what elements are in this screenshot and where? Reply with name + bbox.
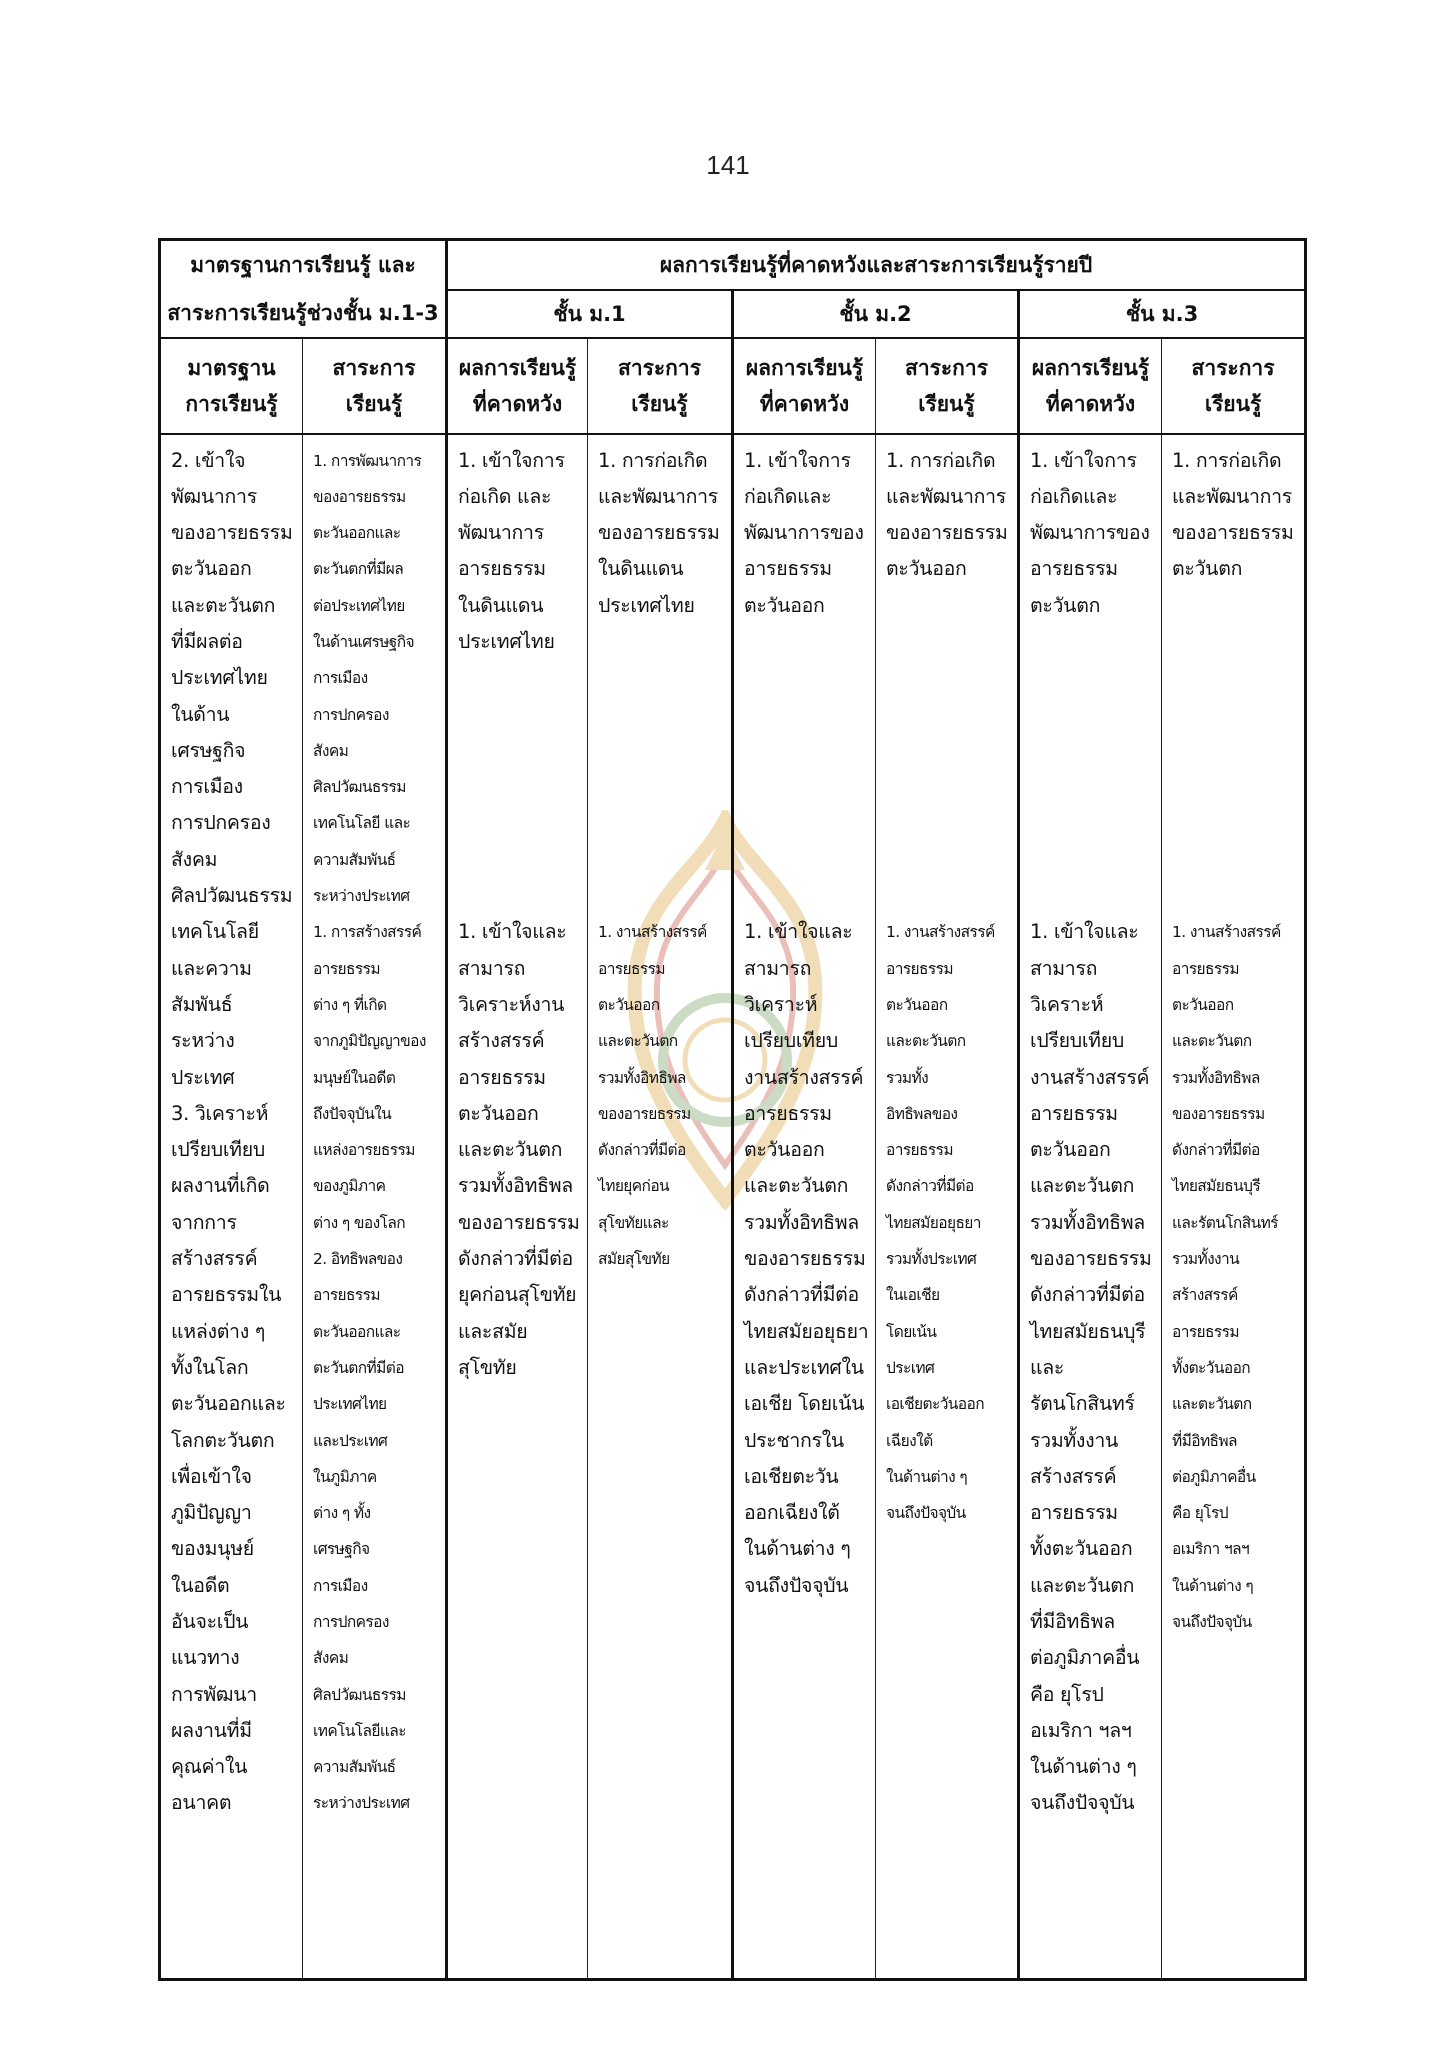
m3-expected-text-b: 1. เข้าใจและ สามารถ วิเคราะห์ เปรียบเทียบ งานสร้างสรรค์ อารยธรรม ตะวันออก และตะวันตก รวมทั้งอิทธิพล ของอารยธรรม ดังกล่าวที่มีต่อ ไทยสมัยธนบุรี และรัตนโกสินทร์ รวมทั้งงาน สร้างสรรค์ อารยธรรม ทั้งตะวันออก และตะวันตก ที่มีอิทธิพล ต่อภูมิภาคอื่น คือ ยุโรป อเมริกา ฯลฯ ในด้านต่าง ๆ จนถึงปัจจุบัน (1030, 920, 1152, 1815)
col-standard-header: มาตรฐาน การเรียนรู้ (160, 338, 303, 434)
m1-content-text-a: 1. การก่อเกิด และพัฒนาการ ของอารยธรรม ในดินแดน ประเทศไทย (598, 448, 720, 617)
standards-title-line1: มาตรฐานการเรียนรู้ และ (160, 240, 447, 290)
page-number: 141 (706, 150, 750, 180)
m1-expected-cell-b (447, 914, 588, 1980)
grade-m3-header: ชั้น ม.3 (1019, 290, 1306, 338)
m3-expected-header: ผลการเรียนรู้ ที่คาดหวัง (1019, 338, 1162, 434)
content-text-a: 1. การพัฒนาการ ของอารยธรรม ตะวันออกและ ตะวันตกที่มีผล ต่อประเทศไทย ในด้านเศรษฐกิจ การเมือง การปกครอง สังคม ศิลปวัฒนธรรม เทคโนโลยี และ ความสัมพันธ์ ระหว่างประเทศ (313, 451, 422, 906)
standards-title-line2: สาระการเรียนรู้ช่วงชั้น ม.1-3 (160, 290, 447, 338)
m2-expected-cell-b (733, 914, 876, 1980)
m3-expected-text-a: 1. เข้าใจการ ก่อเกิดและ พัฒนาการของ อารยธรรม ตะวันตก (1030, 448, 1150, 617)
m2-expected-header: ผลการเรียนรู้ ที่คาดหวัง (733, 338, 876, 434)
content-cell-b (303, 914, 447, 1980)
curriculum-table (158, 238, 1307, 1981)
grade-m1-header: ชั้น ม.1 (447, 290, 733, 338)
content-text-b: 1. การสร้างสรรค์ อารยธรรม ต่าง ๆ ที่เกิด จากภูมิปัญญาของ มนุษย์ในอดีต ถึงปัจจุบันใน แหล่งอารยธรรม ของภูมิภาค ต่าง ๆ ของโลก 2. อิทธิพลของ อารยธรรม ตะวันออกและ ตะวันตกที่มีต่อ ประเทศไทย และประเทศ ในภูมิภาค ต่าง ๆ ทั้ง เศรษฐกิจ การเมือง การปกครอง สังคม ศิลปวัฒนธรรม เทคโนโลยีและ ความสัมพันธ์ ระหว่างประเทศ (313, 923, 426, 1813)
m1-expected-text-a: 1. เข้าใจการ ก่อเกิด และ พัฒนาการ อารยธรรม ในดินแดน ประเทศไทย (458, 448, 565, 653)
m2-content-cell-a (876, 434, 1019, 915)
m1-expected-cell-a (447, 434, 588, 915)
m3-content-cell-a (1162, 434, 1306, 915)
m2-content-cell-b (876, 914, 1019, 1980)
m2-expected-text-a: 1. เข้าใจการ ก่อเกิดและ พัฒนาการของ อารยธรรม ตะวันออก (744, 448, 864, 617)
m1-content-cell-a (588, 434, 733, 915)
col-content-header: สาระการ เรียนรู้ (303, 338, 447, 434)
m3-content-text-a: 1. การก่อเกิด และพัฒนาการ ของอารยธรรม ตะวันตก (1172, 448, 1294, 581)
m1-content-cell-b (588, 914, 733, 1980)
m3-content-header: สาระการ เรียนรู้ (1162, 338, 1306, 434)
results-title: ผลการเรียนรู้ที่คาดหวังและสาระการเรียนรู้รายปี (447, 240, 1306, 290)
m1-expected-text-b: 1. เข้าใจและ สามารถ วิเคราะห์งาน สร้างสรรค์ อารยธรรม ตะวันออก และตะวันตก รวมทั้งอิทธิพล ของอารยธรรม ดังกล่าวที่มีต่อ ยุคก่อนสุโขทัย และสมัยสุโขทัย (458, 920, 580, 1379)
m2-content-header: สาระการ เรียนรู้ (876, 338, 1019, 434)
content-cell-a (303, 434, 447, 915)
m2-expected-text-b: 1. เข้าใจและ สามารถ วิเคราะห์ เปรียบเทียบ งานสร้างสรรค์ อารยธรรม ตะวันออก และตะวันตก รวมทั้งอิทธิพล ของอารยธรรม ดังกล่าวที่มีต่อ ไทยสมัยอยุธยา และประเทศใน เอเชีย โดยเน้น ประชากรใน เอเชียตะวัน ออกเฉียงใต้ ในด้านต่าง ๆ จนถึงปัจจุบัน (744, 920, 869, 1597)
m1-content-text-b: 1. งานสร้างสรรค์ อารยธรรม ตะวันออก และตะวันตก รวมทั้งอิทธิพล ของอารยธรรม ดังกล่าวที่มีต่อ ไทยยุคก่อน สุโขทัยและ สมัยสุโขทัย (598, 923, 707, 1269)
m1-content-header: สาระการ เรียนรู้ (588, 338, 733, 434)
m2-content-text-b: 1. งานสร้างสรรค์ อารยธรรม ตะวันออก และตะวันตก รวมทั้ง อิทธิพลของ อารยธรรม ดังกล่าวที่มีต่อ ไทยสมัยอยุธยา รวมทั้งประเทศ ในเอเชีย โดยเน้น ประเทศ เอเชียตะวันออก เฉียงใต้ ในด้านต่าง ๆ จนถึงปัจจุบัน (886, 923, 995, 1523)
m1-expected-header: ผลการเรียนรู้ ที่คาดหวัง (447, 338, 588, 434)
m2-expected-cell-a (733, 434, 876, 915)
standard-text: 2. เข้าใจ พัฒนาการ ของอารยธรรม ตะวันออก และตะวันตก ที่มีผลต่อ ประเทศไทย ในด้าน เศรษฐกิจ การเมือง การปกครอง สังคม ศิลปวัฒนธรรม เทคโนโลยี และความ สัมพันธ์ ระหว่าง ประเทศ 3. วิเคราะห์ เปรียบเทียบ ผลงานที่เกิด จากการ สร้างสรรค์ อารยธรรมใน แหล่งต่าง ๆ ทั้งในโลก ตะวันออกและ โลกตะวันตก เพื่อเข้าใจ ภูมิปัญญา ของมนุษย์ ในอดีต อันจะเป็น แนวทาง การพัฒนา ผลงานที่มี คุณค่าใน อนาคต (171, 448, 293, 1815)
m3-content-text-b: 1. งานสร้างสรรค์ อารยธรรม ตะวันออก และตะวันตก รวมทั้งอิทธิพล ของอารยธรรม ดังกล่าวที่มีต่อ ไทยสมัยธนบุรี และรัตนโกสินทร์ รวมทั้งงาน สร้างสรรค์ อารยธรรม ทั้งตะวันออก และตะวันตก ที่มีอิทธิพล ต่อภูมิภาคอื่น คือ ยุโรป อเมริกา ฯลฯ ในด้านต่าง ๆ จนถึงปัจจุบัน (1172, 923, 1281, 1631)
standard-cell (160, 434, 303, 1980)
grade-m2-header: ชั้น ม.2 (733, 290, 1019, 338)
m3-expected-cell-b (1019, 914, 1162, 1980)
m3-expected-cell-a (1019, 434, 1162, 915)
m3-content-cell-b (1162, 914, 1306, 1980)
m2-content-text-a: 1. การก่อเกิด และพัฒนาการ ของอารยธรรม ตะวันออก (886, 448, 1008, 581)
